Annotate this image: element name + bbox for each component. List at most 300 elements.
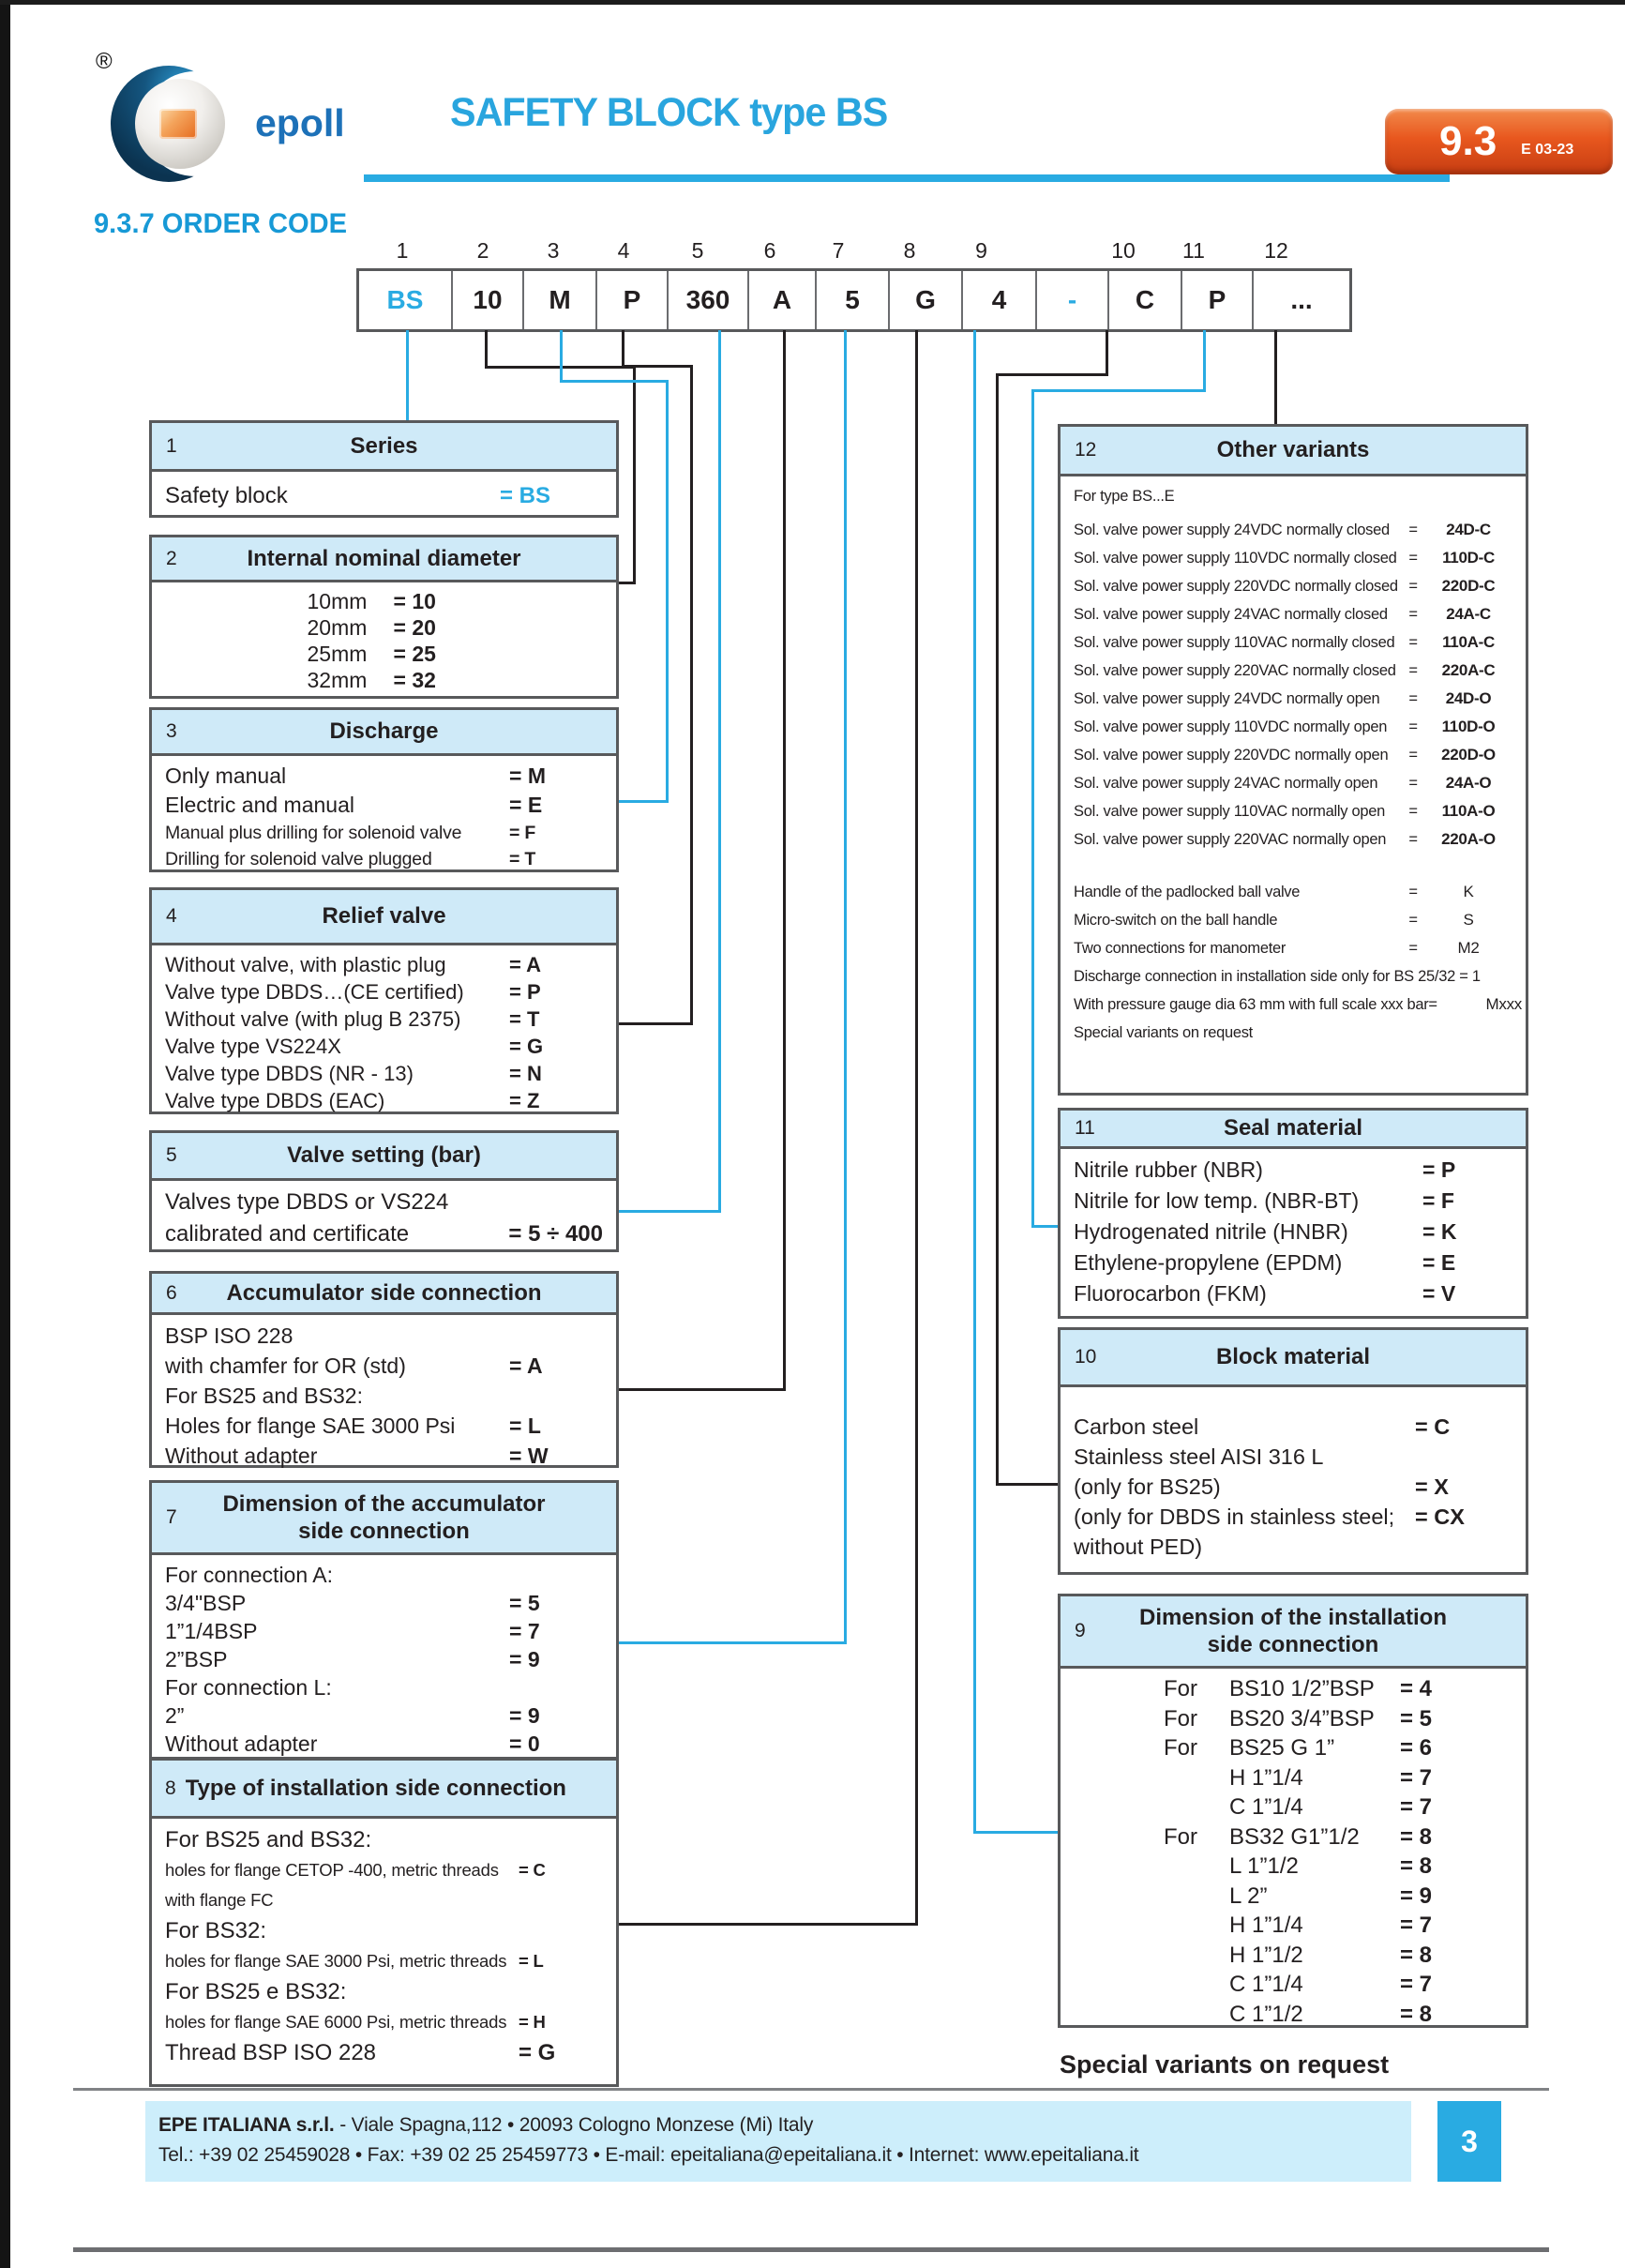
spec-row <box>165 1381 603 1411</box>
spec-label: H 1”1/4 <box>1229 1913 1303 1938</box>
spec-code: = V <box>1422 1281 1456 1306</box>
spec-code: = 8 <box>1400 1853 1433 1879</box>
spec-equals: = <box>1408 747 1418 764</box>
spec-box-number: 10 <box>1075 1346 1097 1368</box>
spec-box-number: 8 <box>165 1777 176 1799</box>
spec-row <box>165 1351 603 1381</box>
spec-code: = 9 <box>509 1703 540 1728</box>
order-code-cell: P <box>1182 271 1254 329</box>
spec-row <box>165 2007 603 2037</box>
connector-segment <box>996 373 1108 376</box>
order-code-position-number: 6 <box>763 238 776 263</box>
footer-contacts-line: Tel.: +39 02 25459028 • Fax: +39 02 25 25459773 • E-mail: epeitaliana@epeitaliana.it • Internet: www.epeitaliana.it <box>158 2144 1139 2166</box>
spec-row <box>1074 1792 1512 1822</box>
spec-label: Fluorocarbon (FKM) <box>1074 1281 1267 1306</box>
spec-code: 110D-O <box>1441 718 1496 735</box>
spec-box-5 <box>149 1130 619 1252</box>
spec-box-3 <box>149 707 619 872</box>
spec-label: Sol. valve power supply 24VAC normally open <box>1074 775 1378 792</box>
spec-row <box>165 1946 603 1976</box>
spec-code: 220D-C <box>1441 577 1496 595</box>
spec-box-body <box>152 756 616 876</box>
spec-box-title: Discharge <box>329 718 439 745</box>
spec-box-header <box>152 1274 616 1315</box>
spec-box-number: 7 <box>166 1506 177 1528</box>
spec-box-body <box>152 1819 616 2072</box>
spec-code: = T <box>509 849 536 869</box>
spec-row <box>165 1005 603 1033</box>
spec-box-8 <box>149 1758 619 2087</box>
spec-code: = H <box>519 2012 546 2032</box>
spec-box-header <box>152 710 616 756</box>
connector-segment <box>1203 330 1206 392</box>
badge-edition: E 03-23 <box>1521 142 1574 158</box>
spec-row <box>1074 685 1512 713</box>
order-code-cells <box>356 268 1352 332</box>
spec-label: Sol. valve power supply 220VDC normally open <box>1074 747 1389 764</box>
spec-box-header <box>1061 1111 1526 1149</box>
spec-box-title: Dimension of the installation side connection <box>1138 1604 1448 1657</box>
connector-segment <box>996 373 999 1486</box>
special-variants-note: Special variants on request <box>1060 2050 1390 2079</box>
spec-row <box>1074 600 1512 628</box>
spec-label: H 1”1/2 <box>1229 1942 1303 1968</box>
spec-label: Handle of the padlocked ball valve <box>1074 884 1301 900</box>
spec-label: Hydrogenated nitrile (HNBR) <box>1074 1219 1348 1244</box>
spec-label: holes for flange SAE 3000 Psi, metric threads <box>165 1951 507 1971</box>
spec-code: = Z <box>509 1089 540 1112</box>
scan-edge-left <box>0 0 10 2268</box>
spec-box-4 <box>149 887 619 1114</box>
spec-label: Only manual <box>165 764 287 788</box>
spec-label: Without adapter <box>165 1444 318 1468</box>
spec-box-title: Internal nominal diameter <box>247 545 521 571</box>
spec-box-title: Type of installation side connection <box>185 1775 566 1801</box>
spec-box-body <box>152 1555 616 1761</box>
company-address: - Viale Spagna,112 • 20093 Cologno Monzese (Mi) Italy <box>334 2114 814 2136</box>
spec-row <box>1074 878 1512 906</box>
spec-label: BS20 3/4”BSP <box>1229 1705 1375 1731</box>
spec-code: = L <box>519 1951 544 1971</box>
spec-box-title: Seal material <box>1223 1115 1363 1142</box>
spec-label: Sol. valve power supply 24VAC normally closed <box>1074 606 1388 623</box>
spec-row <box>165 1561 603 1589</box>
footer-top-rule <box>73 2088 1549 2091</box>
spec-box-11 <box>1058 1108 1528 1319</box>
spec-equals: = <box>1408 550 1418 567</box>
spec-label: Sol. valve power supply 220VDC normally closed <box>1074 578 1398 595</box>
spec-row <box>165 1645 603 1673</box>
spec-row <box>165 1589 603 1617</box>
spec-row <box>1074 1970 1512 2000</box>
spec-equals: = <box>1408 912 1418 929</box>
spec-box-number: 6 <box>166 1281 177 1304</box>
spec-label: With pressure gauge dia 63 mm with full scale xxx bar= <box>1074 996 1437 1013</box>
spec-row <box>1074 906 1512 934</box>
spec-label: Without valve (with plug B 2375) <box>165 1007 461 1031</box>
spec-box-1 <box>149 420 619 518</box>
spec-row-prefix: For <box>1164 1676 1197 1701</box>
order-code-heading: 9.3.7 ORDER CODE <box>94 208 348 239</box>
order-code-position-number <box>1017 236 1088 268</box>
spec-label: Sol. valve power supply 110VAC normally closed <box>1074 634 1395 651</box>
spec-code: = 10 <box>393 589 436 613</box>
spec-code: = 9 <box>509 1647 540 1671</box>
order-code-position-number: 7 <box>832 238 845 263</box>
spec-label: calibrated and certificate <box>165 1221 410 1247</box>
spec-label: For BS25 and BS32: <box>165 1383 363 1408</box>
spec-box-number: 9 <box>1075 1620 1086 1641</box>
spec-code: 220D-O <box>1441 746 1496 764</box>
order-code-cell: P <box>597 271 669 329</box>
spec-label: Thread BSP ISO 228 <box>165 2040 377 2065</box>
order-code-position-number: 11 <box>1182 238 1205 263</box>
spec-label: (only for DBDS in stainless steel; <box>1074 1504 1395 1529</box>
spec-box-title: Series <box>350 432 418 459</box>
spec-code: = 5 <box>1400 1705 1433 1731</box>
order-code-cell: A <box>749 271 817 329</box>
spec-code: = L <box>509 1414 541 1438</box>
spec-row <box>1074 1442 1512 1472</box>
order-code-position-number: 9 <box>975 238 987 263</box>
spec-code: = K <box>1422 1219 1457 1244</box>
spec-row <box>1074 482 1512 510</box>
spec-box-number: 2 <box>166 547 177 569</box>
spec-row <box>165 1730 603 1758</box>
spec-box-header <box>152 890 616 945</box>
spec-label: For connection A: <box>165 1563 333 1587</box>
spec-code: S <box>1463 911 1474 929</box>
spec-equals: = <box>1408 718 1418 735</box>
order-code-cell: G <box>890 271 963 329</box>
spec-code: = W <box>509 1444 549 1468</box>
spec-label: Valve type DBDS (EAC) <box>165 1089 385 1112</box>
spec-code: = F <box>509 823 536 843</box>
spec-code: 24D-O <box>1445 689 1492 707</box>
spec-label: For BS25 e BS32: <box>165 1979 347 2004</box>
spec-code: = 6 <box>1400 1735 1433 1761</box>
spec-row <box>165 1855 603 1885</box>
spec-code: 110D-C <box>1442 549 1495 567</box>
connector-segment <box>560 330 563 382</box>
spec-box-body <box>152 472 616 519</box>
connector-segment <box>1274 330 1277 427</box>
spec-label: Special variants on request <box>1074 1024 1253 1041</box>
connector-segment <box>619 1641 847 1644</box>
page-number-badge: 3 <box>1437 2101 1501 2182</box>
spec-row <box>1074 2000 1512 2030</box>
spec-code: = 25 <box>393 642 436 666</box>
spec-box-title: Block material <box>1215 1344 1371 1370</box>
spec-row <box>165 1187 603 1218</box>
spec-label: Sol. valve power supply 220VAC normally open <box>1074 831 1387 848</box>
spec-code: 24A-C <box>1446 605 1491 623</box>
spec-box-body <box>152 1315 616 1474</box>
spec-code: = C <box>1415 1414 1451 1439</box>
spec-row <box>165 1701 603 1730</box>
spec-box-title: Accumulator side connection <box>226 1279 542 1306</box>
spec-code: = E <box>509 793 543 817</box>
spec-label: C 1”1/4 <box>1229 1972 1303 1997</box>
spec-row <box>1074 657 1512 685</box>
footer-address-line <box>158 2110 1411 2140</box>
spec-label: Ethylene-propylene (EPDM) <box>1074 1250 1343 1275</box>
connector-segment <box>406 330 409 420</box>
spec-row <box>165 820 603 846</box>
spec-equals: = <box>1408 803 1418 820</box>
spec-row-prefix: For <box>1164 1735 1197 1761</box>
spec-row <box>1074 1674 1512 1704</box>
spec-code: = M <box>509 764 546 788</box>
spec-code: 24A-O <box>1445 774 1492 792</box>
spec-row <box>165 667 603 693</box>
spec-label: Sol. valve power supply 24VDC normally closed <box>1074 522 1390 538</box>
spec-row <box>165 1441 603 1471</box>
spec-code: = G <box>519 2040 556 2065</box>
spec-row <box>165 588 603 614</box>
connector-segment <box>915 330 918 1925</box>
spec-row <box>1074 1502 1512 1532</box>
spec-row <box>1074 797 1512 825</box>
order-code-position-number: 4 <box>617 238 630 263</box>
spec-label: 3/4"BSP <box>165 1591 247 1615</box>
spec-label: BS10 1/2”BSP <box>1229 1676 1375 1701</box>
spec-box-number: 11 <box>1075 1117 1095 1139</box>
spec-box-9 <box>1058 1594 1528 2028</box>
spec-box-body <box>152 945 616 1118</box>
spec-row <box>1074 1733 1512 1763</box>
spec-row <box>1074 1155 1512 1186</box>
spec-row <box>165 1824 603 1855</box>
spec-row <box>165 477 603 515</box>
order-code-table <box>356 236 1352 332</box>
spec-code: Mxxx <box>1485 995 1523 1013</box>
spec-row <box>1074 1278 1512 1309</box>
spec-code: = P <box>1422 1157 1456 1182</box>
title-underline <box>364 174 1450 182</box>
spec-code: = 32 <box>393 668 436 692</box>
spec-box-7 <box>149 1480 619 1760</box>
spec-row <box>1074 713 1512 741</box>
connector-segment <box>718 330 721 1212</box>
spec-code: = 7 <box>1400 1794 1433 1820</box>
spec-row <box>1074 1217 1512 1247</box>
spec-label: BSP ISO 228 <box>165 1323 293 1348</box>
spec-label: For type BS...E <box>1074 488 1175 505</box>
spec-label: Valve type DBDS (NR - 13) <box>165 1062 414 1085</box>
spec-row <box>165 1218 603 1250</box>
order-code-cell: ... <box>1254 271 1349 329</box>
spec-code: = BS <box>500 483 551 508</box>
spec-row <box>165 1411 603 1441</box>
scan-edge-top <box>0 0 1625 5</box>
spec-label: Holes for flange SAE 3000 Psi <box>165 1414 456 1438</box>
spec-label: L 2” <box>1229 1882 1268 1909</box>
spec-equals: = <box>1408 940 1418 957</box>
spec-row <box>165 1033 603 1060</box>
spec-label: Nitrile for low temp. (NBR-BT) <box>1074 1188 1360 1213</box>
spec-label: Sol. valve power supply 24VDC normally open <box>1074 690 1380 707</box>
spec-row <box>1074 962 1512 990</box>
spec-row-prefix: For <box>1164 1823 1197 1850</box>
spec-box-header <box>152 1133 616 1181</box>
spec-code: K <box>1463 883 1474 900</box>
order-code-position-number: 12 <box>1264 238 1288 263</box>
spec-code: 220A-O <box>1441 830 1496 848</box>
connector-segment <box>666 380 669 802</box>
spec-label: Drilling for solenoid valve plugged <box>165 849 432 869</box>
spec-code: = F <box>1422 1188 1454 1213</box>
spec-row <box>165 1617 603 1645</box>
spec-row <box>165 791 603 820</box>
spec-code: = 0 <box>509 1731 540 1756</box>
company-name: EPE ITALIANA s.r.l. <box>158 2114 335 2136</box>
spec-row <box>165 1915 603 1946</box>
spec-label: For BS25 and BS32: <box>165 1827 372 1852</box>
spec-code: = G <box>509 1035 544 1058</box>
spec-label: Safety block <box>165 483 288 508</box>
spec-label: 32mm <box>307 668 368 692</box>
spec-box-header <box>152 1761 616 1819</box>
spec-code: = 7 <box>509 1619 540 1643</box>
spec-box-header <box>1061 1330 1526 1387</box>
spec-row <box>1074 934 1512 962</box>
spec-row <box>165 641 603 667</box>
spec-row <box>1074 1704 1512 1734</box>
spec-row <box>1074 1763 1512 1793</box>
spec-equals: = <box>1408 831 1418 848</box>
connector-segment <box>622 365 693 368</box>
spec-code: 220A-C <box>1441 661 1496 679</box>
spec-row <box>1074 572 1512 600</box>
spec-box-10 <box>1058 1327 1528 1575</box>
spec-label: Valve type VS224X <box>165 1035 341 1058</box>
spec-label: 2”BSP <box>165 1647 228 1671</box>
spec-row <box>165 978 603 1005</box>
connector-segment <box>619 1022 693 1025</box>
spec-row <box>165 1976 603 2007</box>
spec-box-body <box>1061 1669 1526 2033</box>
order-code-position-number: 8 <box>903 238 916 263</box>
spec-label: L 1”1/2 <box>1229 1853 1299 1879</box>
connector-segment <box>485 330 488 368</box>
spec-box-title: Other variants <box>1216 437 1370 463</box>
connector-segment <box>996 1483 1061 1486</box>
spec-equals: = <box>1408 578 1418 595</box>
spec-row <box>1074 1019 1512 1047</box>
spec-box-number: 12 <box>1075 439 1097 461</box>
spec-equals: = <box>1408 775 1418 792</box>
spec-label: 2” <box>165 1703 185 1728</box>
spec-row <box>1074 1911 1512 1941</box>
connector-segment <box>1031 389 1034 1228</box>
spec-label: Valve type DBDS…(CE certified) <box>165 980 464 1004</box>
spec-box-title: Valve setting (bar) <box>287 1142 481 1169</box>
spec-row <box>1074 769 1512 797</box>
spec-box-header <box>152 423 616 472</box>
spec-label: H 1”1/4 <box>1229 1764 1303 1791</box>
order-code-position-numbers <box>356 236 1352 268</box>
spec-box-number: 1 <box>166 434 177 457</box>
logo-orange-square-icon <box>159 109 197 139</box>
connector-segment <box>973 1831 1061 1834</box>
spec-box-body <box>1061 1149 1526 1313</box>
spec-equals: = <box>1408 606 1418 623</box>
spec-label: 10mm <box>307 589 368 613</box>
spec-box-header <box>152 1483 616 1555</box>
spec-row <box>1074 1186 1512 1217</box>
spec-row <box>165 846 603 872</box>
spec-row <box>165 614 603 641</box>
spec-row <box>165 2037 603 2068</box>
connector-segment <box>619 1388 786 1391</box>
spec-code: = P <box>509 980 541 1004</box>
spec-label: For BS32: <box>165 1918 267 1943</box>
spec-equals: = <box>1408 634 1418 651</box>
connector-segment <box>560 380 669 383</box>
spec-label: holes for flange CETOP -400, metric threads <box>165 1860 499 1880</box>
spec-code: = E <box>1422 1250 1456 1275</box>
brand-name: epoll <box>255 101 345 144</box>
spec-box-number: 5 <box>166 1144 177 1166</box>
spec-code: = T <box>509 1007 540 1031</box>
epoll-logo <box>111 64 345 188</box>
page-title: SAFETY BLOCK type BS <box>450 90 888 135</box>
spec-row <box>1074 628 1512 657</box>
spec-label: C 1”1/2 <box>1229 2001 1303 2027</box>
spec-equals: = <box>1408 662 1418 679</box>
spec-label: holes for flange SAE 6000 Psi, metric threads <box>165 2012 507 2032</box>
spec-code: 110A-C <box>1442 633 1495 651</box>
spec-code: = 8 <box>1400 1942 1433 1968</box>
spec-box-body <box>1061 1387 1526 1565</box>
spec-code: = 4 <box>1400 1676 1433 1701</box>
order-code-cell: 4 <box>963 271 1037 329</box>
connector-segment <box>622 330 624 367</box>
spec-label: BS25 G 1” <box>1229 1735 1335 1761</box>
spec-label: (only for BS25) <box>1074 1474 1221 1499</box>
spec-row <box>1074 1247 1512 1278</box>
spec-label: C 1”1/4 <box>1229 1794 1303 1820</box>
spec-label: Electric and manual <box>165 793 354 817</box>
spec-label: Manual plus drilling for solenoid valve <box>165 823 462 843</box>
order-code-cell: C <box>1109 271 1182 329</box>
spec-row <box>165 1087 603 1114</box>
spec-box-header <box>152 537 616 582</box>
footer-bar <box>145 2101 1411 2182</box>
spec-code: = 7 <box>1400 1972 1433 1997</box>
spec-box-number: 3 <box>166 720 177 742</box>
spec-label: 20mm <box>307 615 368 640</box>
spec-code: = 8 <box>1400 2001 1433 2027</box>
spec-label: Two connections for manometer <box>1074 940 1286 957</box>
spec-row <box>165 1321 603 1351</box>
spec-label: Sol. valve power supply 110VDC normally open <box>1074 718 1388 735</box>
spec-code: = 20 <box>393 615 436 640</box>
spec-label: Micro-switch on the ball handle <box>1074 912 1278 929</box>
order-code-position-number: 1 <box>396 238 409 263</box>
spec-row <box>1074 825 1512 854</box>
spec-label: 25mm <box>307 642 368 666</box>
spec-row <box>1074 990 1523 1019</box>
order-code-cell: 360 <box>669 271 749 329</box>
connector-segment <box>844 330 847 1643</box>
order-code-cell: M <box>524 271 597 329</box>
spec-equals: = <box>1408 690 1418 707</box>
spec-code: = N <box>509 1062 542 1085</box>
spec-box-title: Relief valve <box>322 903 446 930</box>
spec-box-body <box>152 582 616 697</box>
